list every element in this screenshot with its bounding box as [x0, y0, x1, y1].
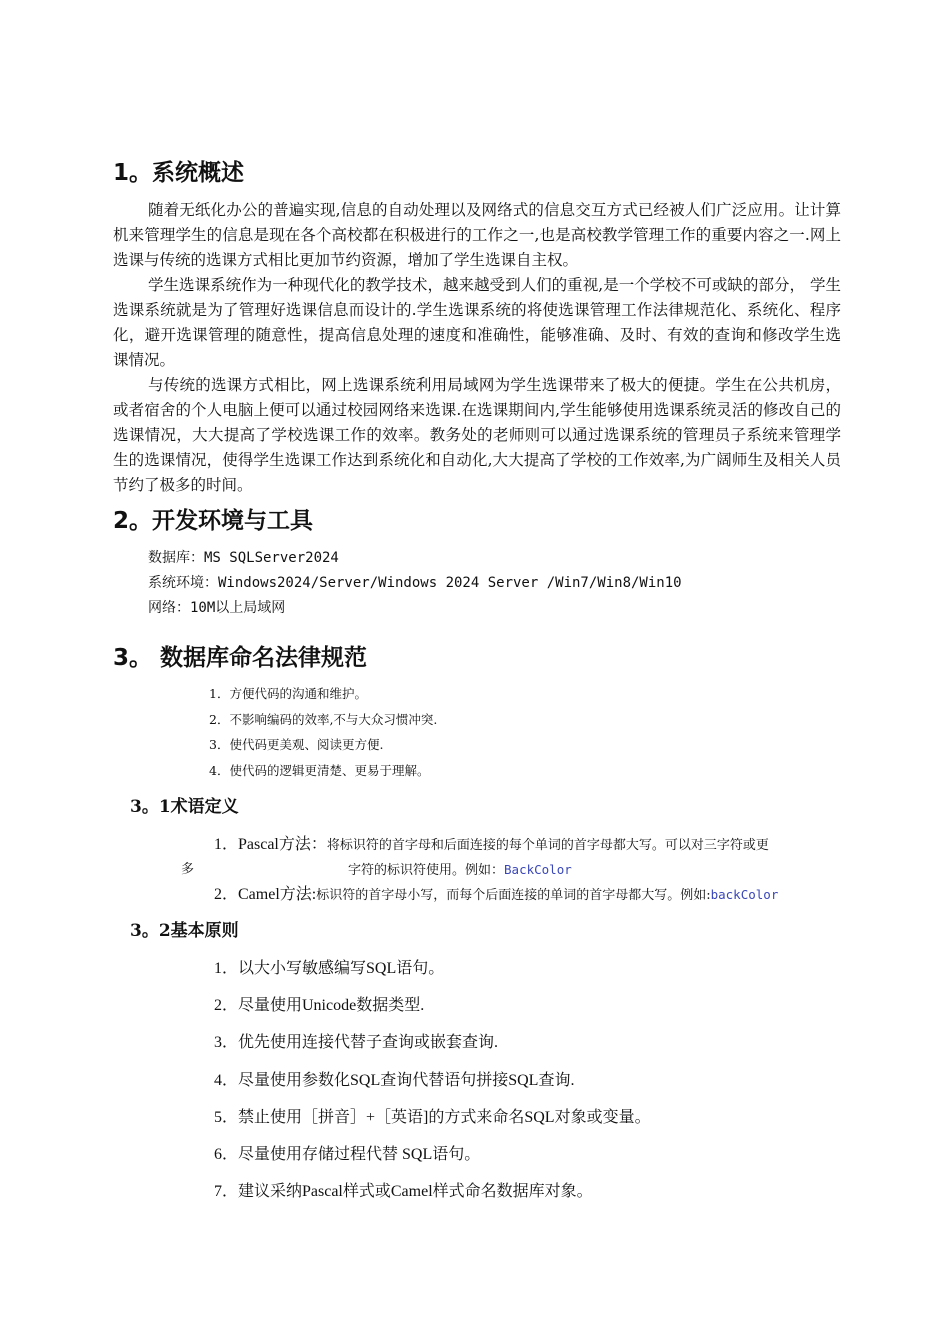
section-1-paragraph-3: 与传统的选课方式相比，网上选课系统利用局域网为学生选课带来了极大的便捷。学生在公共机房，或者宿舍的个人电脑上便可以通过校园网络来选课.在选课期间内,学生能够使用选课系统灵活的修改自己的选课情况，大大提高了学校选课工作的效率。教务处的老师则可以通过选课系统的管理员子系统来管理学生的选课情况，使得学生选课工作达到系统化和自动化,大大提高了学校的工作效率,为广阔师生及相关人员节约了极多的时间。 [113, 376, 841, 494]
env-system: 系统环境：Windows2024/Server/Windows 2024 Server /Win7/Win8/Win10 [148, 575, 682, 591]
section-3-1-heading: 3。1术语定义 [130, 797, 239, 817]
list-item: 7．建议采纳Pascal样式或Camel样式命名数据库对象。 [214, 1183, 593, 1201]
section-1-paragraph-2: 学生选课系统作为一种现代化的教学技术，越来越受到人们的重视,是一个学校不可或缺的部分， 学生选课系统就是为了管理好选课信息而设计的.学生选课系统的将使选课管理工作法律规范化、系统化、程序化，避开选课管理的随意性，提高信息处理的速度和准确性，能够准确、及时、有效的查询和修改学生选课情况。 [113, 276, 841, 369]
list-item: 2．尽量使用Unicode数据类型. [214, 997, 425, 1015]
list-item: 3．优先使用连接代替子查询或嵌套查询. [214, 1034, 499, 1052]
list-item: 1．方便代码的沟通和维护。 [209, 686, 367, 701]
env-database: 数据库：MS SQLServer2024 [148, 550, 339, 566]
pascal-definition-wrap-text [348, 858, 572, 883]
pascal-wrap-text: 字符的标识符使用。例如： [348, 863, 505, 878]
pascal-text: 将标识符的首字母和后面连接的每个单词的首字母都大写。可以对三字符或更 [326, 838, 769, 853]
list-item: 2．不影响编码的效率,不与大众习惯冲突. [209, 711, 438, 727]
naming-goals-list [209, 681, 437, 784]
list-item: 4．使代码的逻辑更清楚、更易于理解。 [209, 763, 430, 779]
principles-list [214, 957, 651, 1217]
camel-text: 标识符的首字母小写，而每个后面连接的单词的首字母都大写。例如: [316, 888, 711, 903]
camel-example: backColor [710, 887, 779, 902]
section-1-paragraph-1: 随着无纸化办公的普遍实现,信息的自动处理以及网络式的信息交互方式已经被人们广泛应用。让计算机来管理学生的信息是现在各个高校都在积极进行的工作之一,也是高校教学管理工作的重要内容之一.网上选课与传统的选课方式相比更加节约资源，增加了学生选课自主权。 [113, 201, 841, 269]
pascal-definition-wrap [181, 858, 194, 882]
list-item: 5．禁止使用［拼音］+［英语]的方式来命名SQL对象或变量。 [214, 1108, 651, 1126]
section-3-2-heading: 3。2基本原则 [130, 921, 239, 941]
pascal-definition [214, 833, 769, 858]
pascal-wrap-lead: 多 [181, 862, 195, 877]
list-item: 4．尽量使用参数化SQL查询代替语句拼接SQL查询. [214, 1071, 575, 1089]
section-1-heading: 1。系统概述 [113, 160, 245, 186]
pascal-example: BackColor [504, 862, 572, 877]
camel-label: 2．Camel方法: [214, 886, 317, 903]
section-3-heading: 3。 数据库命名法律规范 [113, 645, 368, 671]
list-item: 6．尽量使用存储过程代替 SQL语句。 [214, 1145, 481, 1163]
list-item: 3．使代码更美观、阅读更方便. [209, 737, 384, 753]
camel-definition [214, 883, 778, 908]
list-item: 1．以大小写敏感编写SQL语句。 [214, 960, 445, 977]
pascal-label: 1．Pascal方法： [214, 836, 327, 853]
section-2-heading: 2。开发环境与工具 [113, 508, 314, 534]
env-network: 网络：10M以上局域网 [148, 600, 286, 616]
